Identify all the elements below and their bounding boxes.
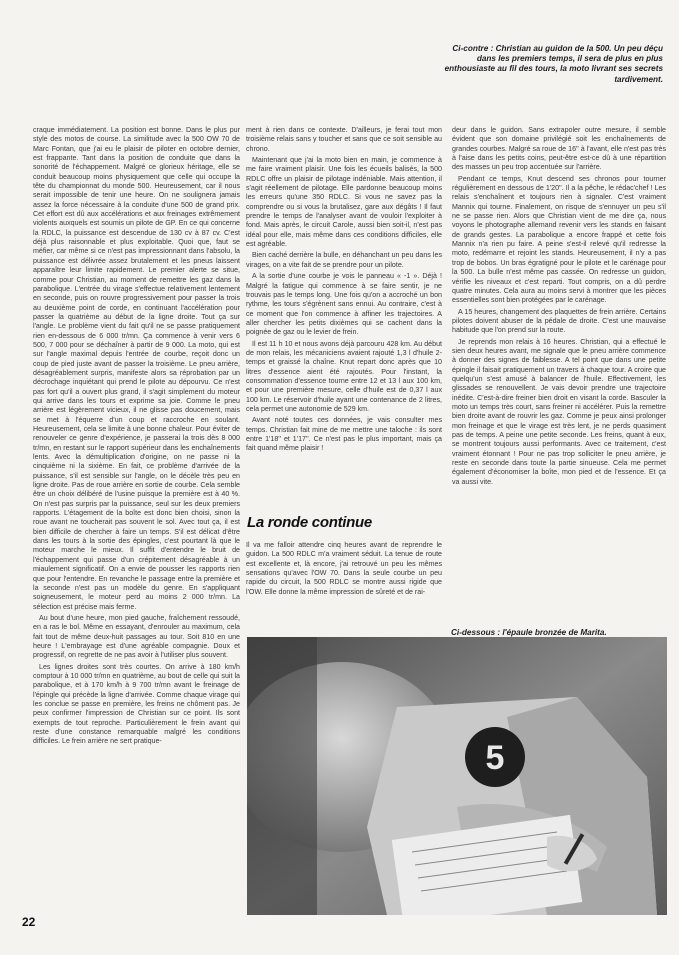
article-column-1 [33, 126, 240, 916]
pit-stop-photo [247, 637, 667, 915]
paragraph: ment à rien dans ce contexte. D'ailleurs, je ferai tout mon troisième relais sans y toucher et sans que ce soit sensible au chrono. [246, 126, 442, 153]
background-person [247, 637, 317, 915]
section-heading: La ronde continue [247, 514, 372, 531]
caption-top: Ci-contre : Christian au guidon de la 500. Un peu déçu dans les premiers temps, il sera de plus en plus enthousiaste au fil des tours, la moto livrant ses secrets tardivement. [444, 44, 663, 84]
paragraph: deur dans le guidon. Sans extrapoler outre mesure, il semble évident que son domaine privilégié soit les enchaînements de grandes courbes. Malgré sa roue de 16'' à l'avant, elle n'est pas très à l'aise dans les petits coins, peut-être est-ce dû à une répartition des masses un peu trop accentuée sur l'arrière. [452, 126, 666, 172]
paragraph: A la sortie d'une courbe je vois le panneau « -1 ». Déjà ! Malgré la fatigue qui commence à se faire sentir, je ne trouvais pas le temps long. Une fois qu'on a accroché un bon rythme, les tours s'égrènent sans ennui. Au contraire, c'est à ce moment que l'on commence à affiner les trajectoires. A aller chercher les petits dixièmes qui se cachent dans la poignée de gaz ou le levier de frein. [246, 272, 442, 337]
caption-bottom: Ci-dessous : l'épaule bronzée de Marita. [451, 628, 607, 637]
page-number: 22 [22, 915, 36, 929]
paragraph: craque immédiatement. La position est bonne. Dans le plus pur style des motos de course. La similitude avec la 500 OW 70 de Marc Fontan, que j'ai eu le plaisir de piloter en octobre dernier, est frappante. Tant dans la position de conduite que dans la sonorité de l'échappement. Malgré ce glorieux héritage, elle se conduit beaucoup moins physiquement que celle qui occupe la tête du championnat du monde 500. Heureusement, car il nous serait impossible de tenir une heure. On ne soulignera jamais assez la force nécessaire à la conduite d'une 500 de grand prix. Cet effort est dû aux accélérations et aux freinages extrêmement violents auxquels est soumis un pilote de GP. En ce qui concerne la RDLC, la puissance est descendue de 130 cv à 87 cv. C'est déjà plus raisonnable et plus exploitable. Quoi que, faut se méfier, car même si ce n'est pas impressionnant dans l'absolu, la puissance est délivrée assez brutalement et les pneus laissent apparaître leur limite rapidement. Le premier alerte se situe, comme pour Christian, au moment de remettre les gaz dans la parabolique. L'entrée du virage s'effectue relativement lentement en seconde, puis on rouvre progressivement pour passer la trois au deuxième point de corde, en continuant l'accélération pour passer la quatrième au début de la ligne droite. Tout ça sur l'angle. Le problème vient du fait qu'il ne se passe pratiquement rien en-dessous de 6 000 tr/mn. Ça commence à venir vers 6 500, 7 000 pour se déchaîner à partir de 9 000. La moto, qui est sur l'angle maximal depuis l'entrée de courbe, reçoit donc un coup de pied juste avant de passer la troisième. Le pneu arrière, désagréablement surpris, manifeste alors sa réprobation par un décrochage inquiétant qui prend le pilote au dépourvu. Ce n'est pas fort qu'il a ouvert plus grand, il s'agit simplement du moteur qui arrive dans les tours et exprime sa joie. Comme le pneu arrière est légèrement vicieux, il ne glisse pas doucement, mais se met à l'équerre d'un coup et raccroche en soulant. Heureusement, cela se limite à une bonne chaleur. Pour éviter de renouveler ce genre d'expérience, je passerai la trois dès 8 000 tr/mn, en restant sur le rapport supérieur dans les enchaînements lents. Avec la démultiplication d'origine, on ne passe ni la cinquième ni la sixième. En fait, ce problème d'arrivée de la puissance, s'il est sensible sur l'angle, on le décèle très peu en ligne droite. Pas de roue arrière en sortie de courbe. Cela semble être un choix délibéré de l'usine puisque la première est à 40 %. On n'est pas surpris par la puissance, seul sur les deux premiers rapports. L'étagement de la boîte est donc bien choisi, sinon la roue avant ne toucherait pas souvent le sol. Avec tout ça, il est bien difficile de chercher à faire un temps. S'il est délicat d'être dans les tours à la sortie des épingles, c'est pourtant là que le moteur marche le mieux. Il suffit d'entendre le bruit de l'échappement qui passe d'un crépitement désagréable à un miaulement significatif. On a envie de pousser les rapports rien que pour l'entendre. En revanche le passage entre la première et la seconde n'est pas un modèle du genre. En s'appliquant soigneusement, le moteur perd au moins 2 000 tr/mn. La sélection est précise mais ferme. [33, 126, 240, 611]
paragraph: Pendant ce temps, Knut descend ses chronos pour tourner régulièrement en dessous de 1'20''. Il a la pêche, le rédac'chef ! Les relais s'enchaînent et toujours rien à signaler. C'est vraiment Mannix qui tourne. Finalement, on risque de s'ennuyer un peu s'il ne se passe rien. Alors que Christian vient de me dire ça, nous voyons le photographe allemand revenir vers les stands en faisant de grands gestes. La parabolique a encore frappé et cette fois Mannix n'a rien pu faire. A peine s'est-il relevé qu'il redresse la moto, redémarre et rejoint les stands. Heureusement, il n'y a pas trop de bobos. Un bras égratigné pour le pilote et le carénage pour la 500. La bulle n'est même pas cassée. On redresse un guidon, vérifie les niveaux et c'est reparti. Tout compris, on a dû perdre quatre minutes. Cela aura au moins servi à montrer que les pièces essentielles sont bien protégées par le carénage. [452, 174, 666, 305]
paragraph: Je reprends mon relais à 16 heures. Christian, qui a effectué le sien deux heures avant, me signale que le pneu arrière commence à donner des signes de faiblesse. A tel point que dans une petite épingle il faisait pratiquement un travers à chaque tour. A croire que quelqu'un s'est amusé à balancer de l'huile. Effectivement, les glissades se renouvellent. Je vais devoir prendre une trajectoire inédite. C'est-à-dire freiner bien droit en visant la corde. Basculer la moto un temps très court, sans freiner ni accélérer. Puis la remettre bien droite avant de rouvrir les gaz. Comme je peux ainsi prolonger mon freinage et que le virage est très lent, je ne perds quasiment pas de temps. A peine une petite seconde. Les freins, quant à eux, se montrent toujours aussi performants. Avec ce traitement, c'est vraiment étonnant ! Pour ne pas trop solliciter le pneu arrière, je reste en seconde dans toute la partie sinueuse. Cela me permet également d'économiser la boîte, mon pied et de l'essence. Et ça va aussi vite. [452, 337, 666, 486]
photo-illustration [247, 637, 667, 915]
paragraph: Maintenant que j'ai la moto bien en main, je commence à me faire vraiment plaisir. Une fois les écueils balisés, la 500 RDLC offre un plaisir de pilotage indéniable. Mais attention, il s'agit réellement de pilotage. Elle pardonne beaucoup moins les erreurs qu'une 350 RDLC. Si vous ne savez pas la comprendre ou si vous la brutalisez, gare aux dégâts ! Il faut prendre le temps de l'analyser avant de vouloir l'exploiter à fond. Mais après, le circuit Carole, aussi bien soit-il, n'est pas idéal pour elle, mais même dans ces conditions difficiles, elle est agréable. [246, 156, 442, 249]
article-column-2 [246, 126, 442, 518]
paragraph: Les lignes droites sont très courtes. On arrive à 180 km/h comptour à 10 000 tr/mn en quatrième, au bout de celle qui suit la parabolique, et à 170 km/h à 9 700 tr/mn avant le freinage de l'épingle qui précède la ligne d'arrivée. Comme chaque virage qui les conclue se passe en première, les freins ne chôment pas. Je peux confirmer l'impression de Christian sur ce point. Ils sont exempts de tout reproche. Particulièrement le frein avant qui reste d'une constance remarquable malgré les conditions difficiles. Le frein arrière ne sert pratique- [33, 662, 240, 746]
paragraph: Avant noté toutes ces données, je vais consulter mes temps. Christian fait mine de me mettre une taloche : ils sont entre 1'18'' et 1'17''. Ce n'est pas le plus important, mais ça fait quand même plaisir ! [246, 416, 442, 453]
number-plate: 5 [485, 739, 505, 777]
article-column-2-continued [246, 541, 442, 611]
paragraph: A 15 heures, changement des plaquettes de frein arrière. Certains pilotes doivent abuser de la pédale de droite. C'est une mauvaise habitude que l'on prend sur la route. [452, 307, 666, 335]
article-column-3 [452, 126, 666, 624]
paragraph: Il est 11 h 10 et nous avons déjà parcouru 428 km. Au début de mon relais, les mécaniciens avaient rajouté 1,3 l d'huile 2-temps et graissé la chaîne. Knut repart donc après que 10 litres d'essence aient été rajoutés. Pour l'instant, la consommation d'essence tourne entre 12 et 13 l aux 100 km, et pour une première mesure, celle d'huile est de 0,37 l aux 100 km. Le réservoir d'huile ayant une contenance de 2 litres, cela permet une autonomie de 529 km. [246, 339, 442, 413]
paragraph: Il va me falloir attendre cinq heures avant de reprendre le guidon. La 500 RDLC m'a vraiment séduit. La tenue de route est excellente et, là encore, j'ai retrouvé un peu les mêmes sensations qu'avec l'OW 70. Dans la seule courbe un peu rapide du circuit, la 500 RDLC se montre aussi rigide que l'OW. Elle donne la même impression de sûreté et de rai- [246, 541, 442, 596]
paragraph: Bien caché derrière la bulle, en déhanchant un peu dans les virages, on a vite fait de se prendre pour un pilote. [246, 251, 442, 269]
paragraph: Au bout d'une heure, mon pied gauche, fraîchement ressoudé, en a ras le bol. Même en essayant, d'enrouler au maximum, cela fait tout de même deux-huit passages au tour. Soit 810 en une heure ! L'embrayage est d'une agréable compagnie. Doux et progressif, on regrette de ne pas avoir à l'utiliser plus souvent. [33, 613, 240, 660]
